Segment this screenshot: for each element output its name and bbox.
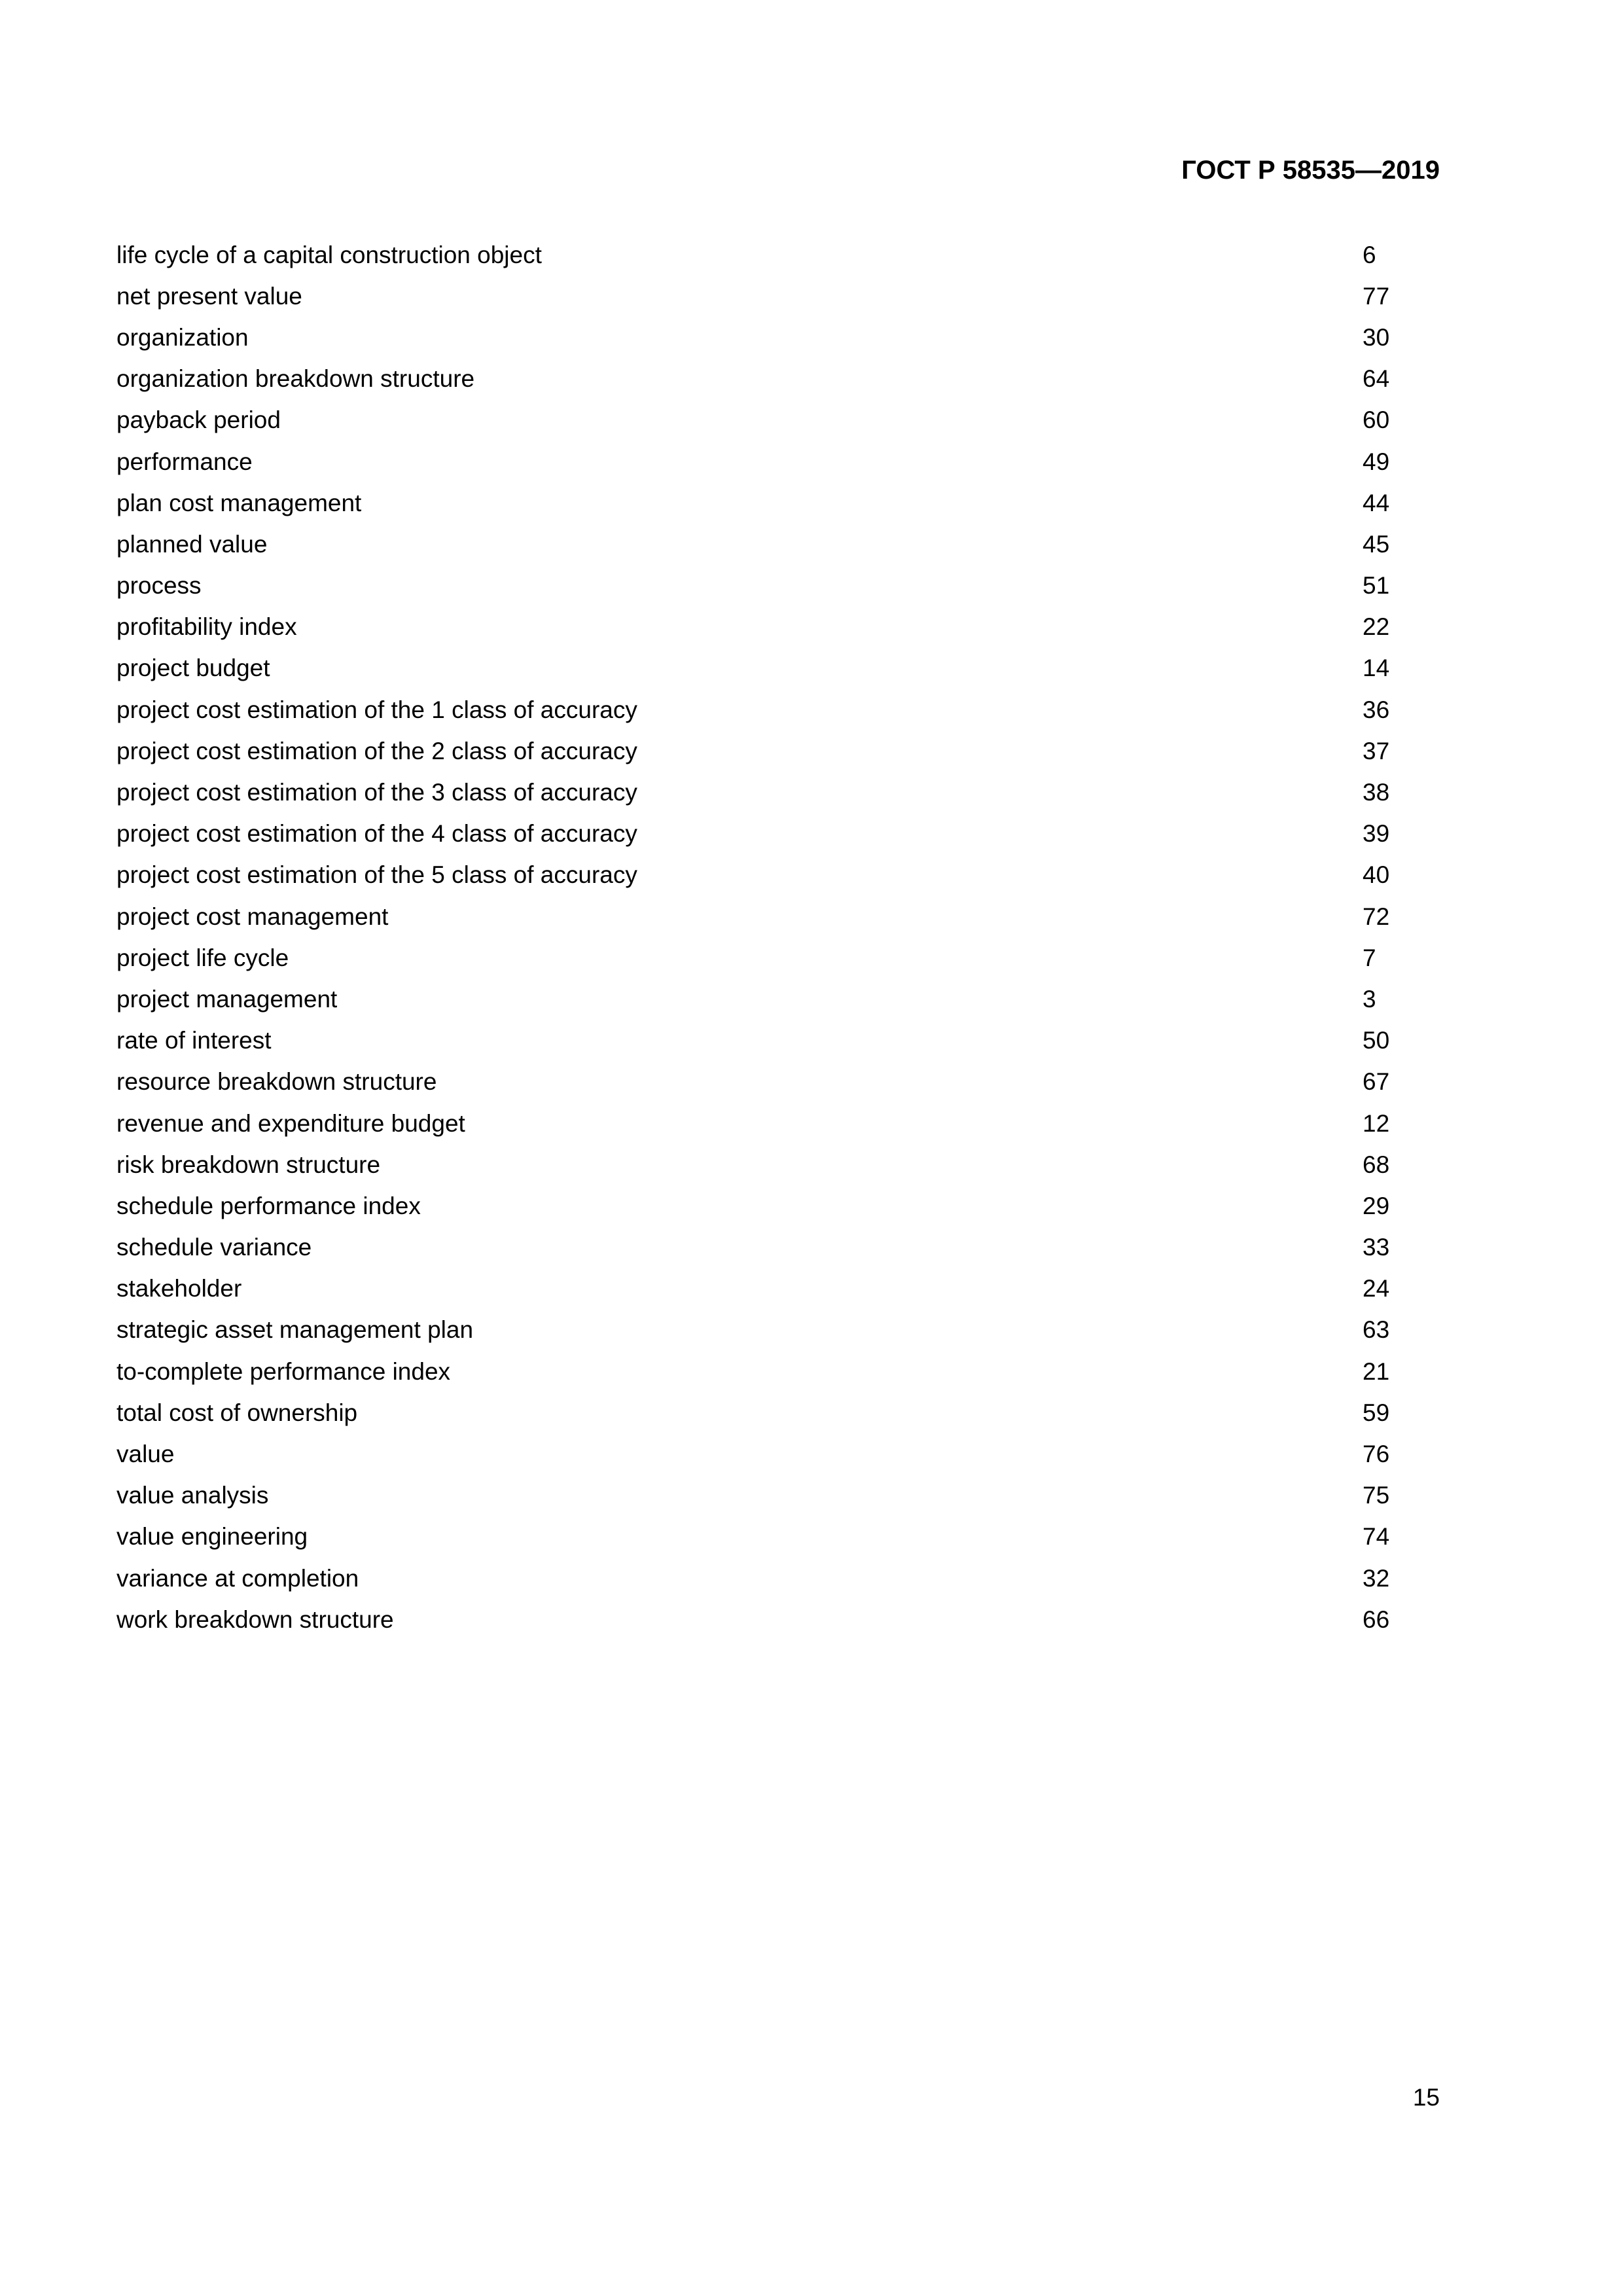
- index-row: [116, 1185, 1399, 1227]
- index-number: 22: [1363, 613, 1390, 641]
- index-row: [116, 607, 1399, 648]
- index-row: [116, 772, 1399, 813]
- index-row: [116, 1599, 1399, 1640]
- index-number: 39: [1363, 820, 1390, 848]
- index-row: [116, 648, 1399, 689]
- index-term: net present value: [116, 282, 302, 310]
- index-term: project cost estimation of the 5 class of accuracy: [116, 861, 637, 889]
- index-row: [116, 1144, 1399, 1185]
- index-term: schedule variance: [116, 1234, 312, 1261]
- index-term: project cost estimation of the 2 class of accuracy: [116, 737, 637, 764]
- index-number: 64: [1363, 365, 1390, 393]
- index-term: organization: [116, 323, 249, 351]
- index-row: [116, 1433, 1399, 1475]
- index-term: profitability index: [116, 613, 297, 641]
- index-term: value analysis: [116, 1482, 269, 1509]
- page-number: 15: [1412, 2084, 1440, 2111]
- index-row: [116, 1516, 1399, 1558]
- index-term: resource breakdown structure: [116, 1068, 437, 1096]
- index-row: [116, 937, 1399, 978]
- index-row: [116, 1227, 1399, 1268]
- index-number: 74: [1363, 1523, 1390, 1551]
- index-row: [116, 1475, 1399, 1516]
- index-number: 51: [1363, 572, 1390, 600]
- index-row: [116, 689, 1399, 730]
- term-index-list: [116, 234, 1399, 1640]
- index-number: 60: [1363, 406, 1390, 434]
- index-number: 40: [1363, 861, 1390, 889]
- index-row: [116, 1392, 1399, 1433]
- index-number: 37: [1363, 737, 1390, 764]
- index-row: [116, 400, 1399, 441]
- index-number: 36: [1363, 696, 1390, 723]
- index-row: [116, 524, 1399, 565]
- index-row: [116, 1268, 1399, 1310]
- index-term: payback period: [116, 406, 281, 434]
- index-row: [116, 1062, 1399, 1103]
- index-number: 44: [1363, 489, 1390, 516]
- index-term: life cycle of a capital construction object: [116, 241, 542, 268]
- index-row: [116, 234, 1399, 276]
- index-row: [116, 1351, 1399, 1392]
- index-term: project management: [116, 985, 338, 1013]
- index-row: [116, 276, 1399, 317]
- index-number: 33: [1363, 1234, 1390, 1261]
- index-term: schedule performance index: [116, 1192, 421, 1219]
- index-row: [116, 359, 1399, 400]
- index-row: [116, 565, 1399, 607]
- index-number: 32: [1363, 1564, 1390, 1592]
- index-term: risk breakdown structure: [116, 1151, 381, 1178]
- index-term: stakeholder: [116, 1275, 242, 1302]
- index-term: project life cycle: [116, 944, 289, 971]
- index-number: 67: [1363, 1068, 1390, 1096]
- index-number: 66: [1363, 1605, 1390, 1633]
- index-row: [116, 441, 1399, 482]
- index-row: [116, 896, 1399, 937]
- index-row: [116, 1310, 1399, 1351]
- document-header: ГОСТ Р 58535—2019: [1181, 156, 1440, 185]
- index-number: 29: [1363, 1192, 1390, 1219]
- index-term: planned value: [116, 530, 268, 558]
- index-row: [116, 730, 1399, 772]
- index-term: project cost estimation of the 3 class of accuracy: [116, 779, 637, 806]
- index-number: 7: [1363, 944, 1376, 971]
- index-row: [116, 482, 1399, 524]
- index-term: process: [116, 572, 202, 600]
- index-row: [116, 814, 1399, 855]
- index-number: 72: [1363, 903, 1390, 930]
- index-row: [116, 317, 1399, 358]
- index-term: revenue and expenditure budget: [116, 1109, 465, 1137]
- index-term: performance: [116, 448, 253, 475]
- index-number: 45: [1363, 530, 1390, 558]
- index-term: organization breakdown structure: [116, 365, 475, 393]
- index-number: 63: [1363, 1316, 1390, 1344]
- index-row: [116, 1558, 1399, 1599]
- index-number: 68: [1363, 1151, 1390, 1178]
- index-number: 12: [1363, 1109, 1390, 1137]
- index-number: 76: [1363, 1441, 1390, 1468]
- index-term: strategic asset management plan: [116, 1316, 474, 1344]
- index-term: value: [116, 1441, 175, 1468]
- index-number: 77: [1363, 282, 1390, 310]
- index-term: work breakdown structure: [116, 1605, 394, 1633]
- index-number: 6: [1363, 241, 1376, 268]
- index-number: 24: [1363, 1275, 1390, 1302]
- index-row: [116, 1103, 1399, 1144]
- index-term: project cost estimation of the 4 class of accuracy: [116, 820, 637, 848]
- index-number: 14: [1363, 655, 1390, 682]
- index-term: to-complete performance index: [116, 1357, 451, 1385]
- index-term: total cost of ownership: [116, 1399, 358, 1426]
- index-number: 21: [1363, 1357, 1390, 1385]
- index-number: 59: [1363, 1399, 1390, 1426]
- index-number: 3: [1363, 985, 1376, 1013]
- index-number: 49: [1363, 448, 1390, 475]
- index-term: project cost management: [116, 903, 389, 930]
- index-number: 50: [1363, 1027, 1390, 1054]
- index-number: 30: [1363, 323, 1390, 351]
- index-term: project budget: [116, 655, 270, 682]
- index-row: [116, 978, 1399, 1020]
- index-term: project cost estimation of the 1 class of accuracy: [116, 696, 637, 723]
- index-term: plan cost management: [116, 489, 362, 516]
- index-term: value engineering: [116, 1523, 308, 1551]
- index-row: [116, 855, 1399, 896]
- index-number: 38: [1363, 779, 1390, 806]
- index-number: 75: [1363, 1482, 1390, 1509]
- index-term: variance at completion: [116, 1564, 359, 1592]
- index-row: [116, 1020, 1399, 1062]
- index-term: rate of interest: [116, 1027, 272, 1054]
